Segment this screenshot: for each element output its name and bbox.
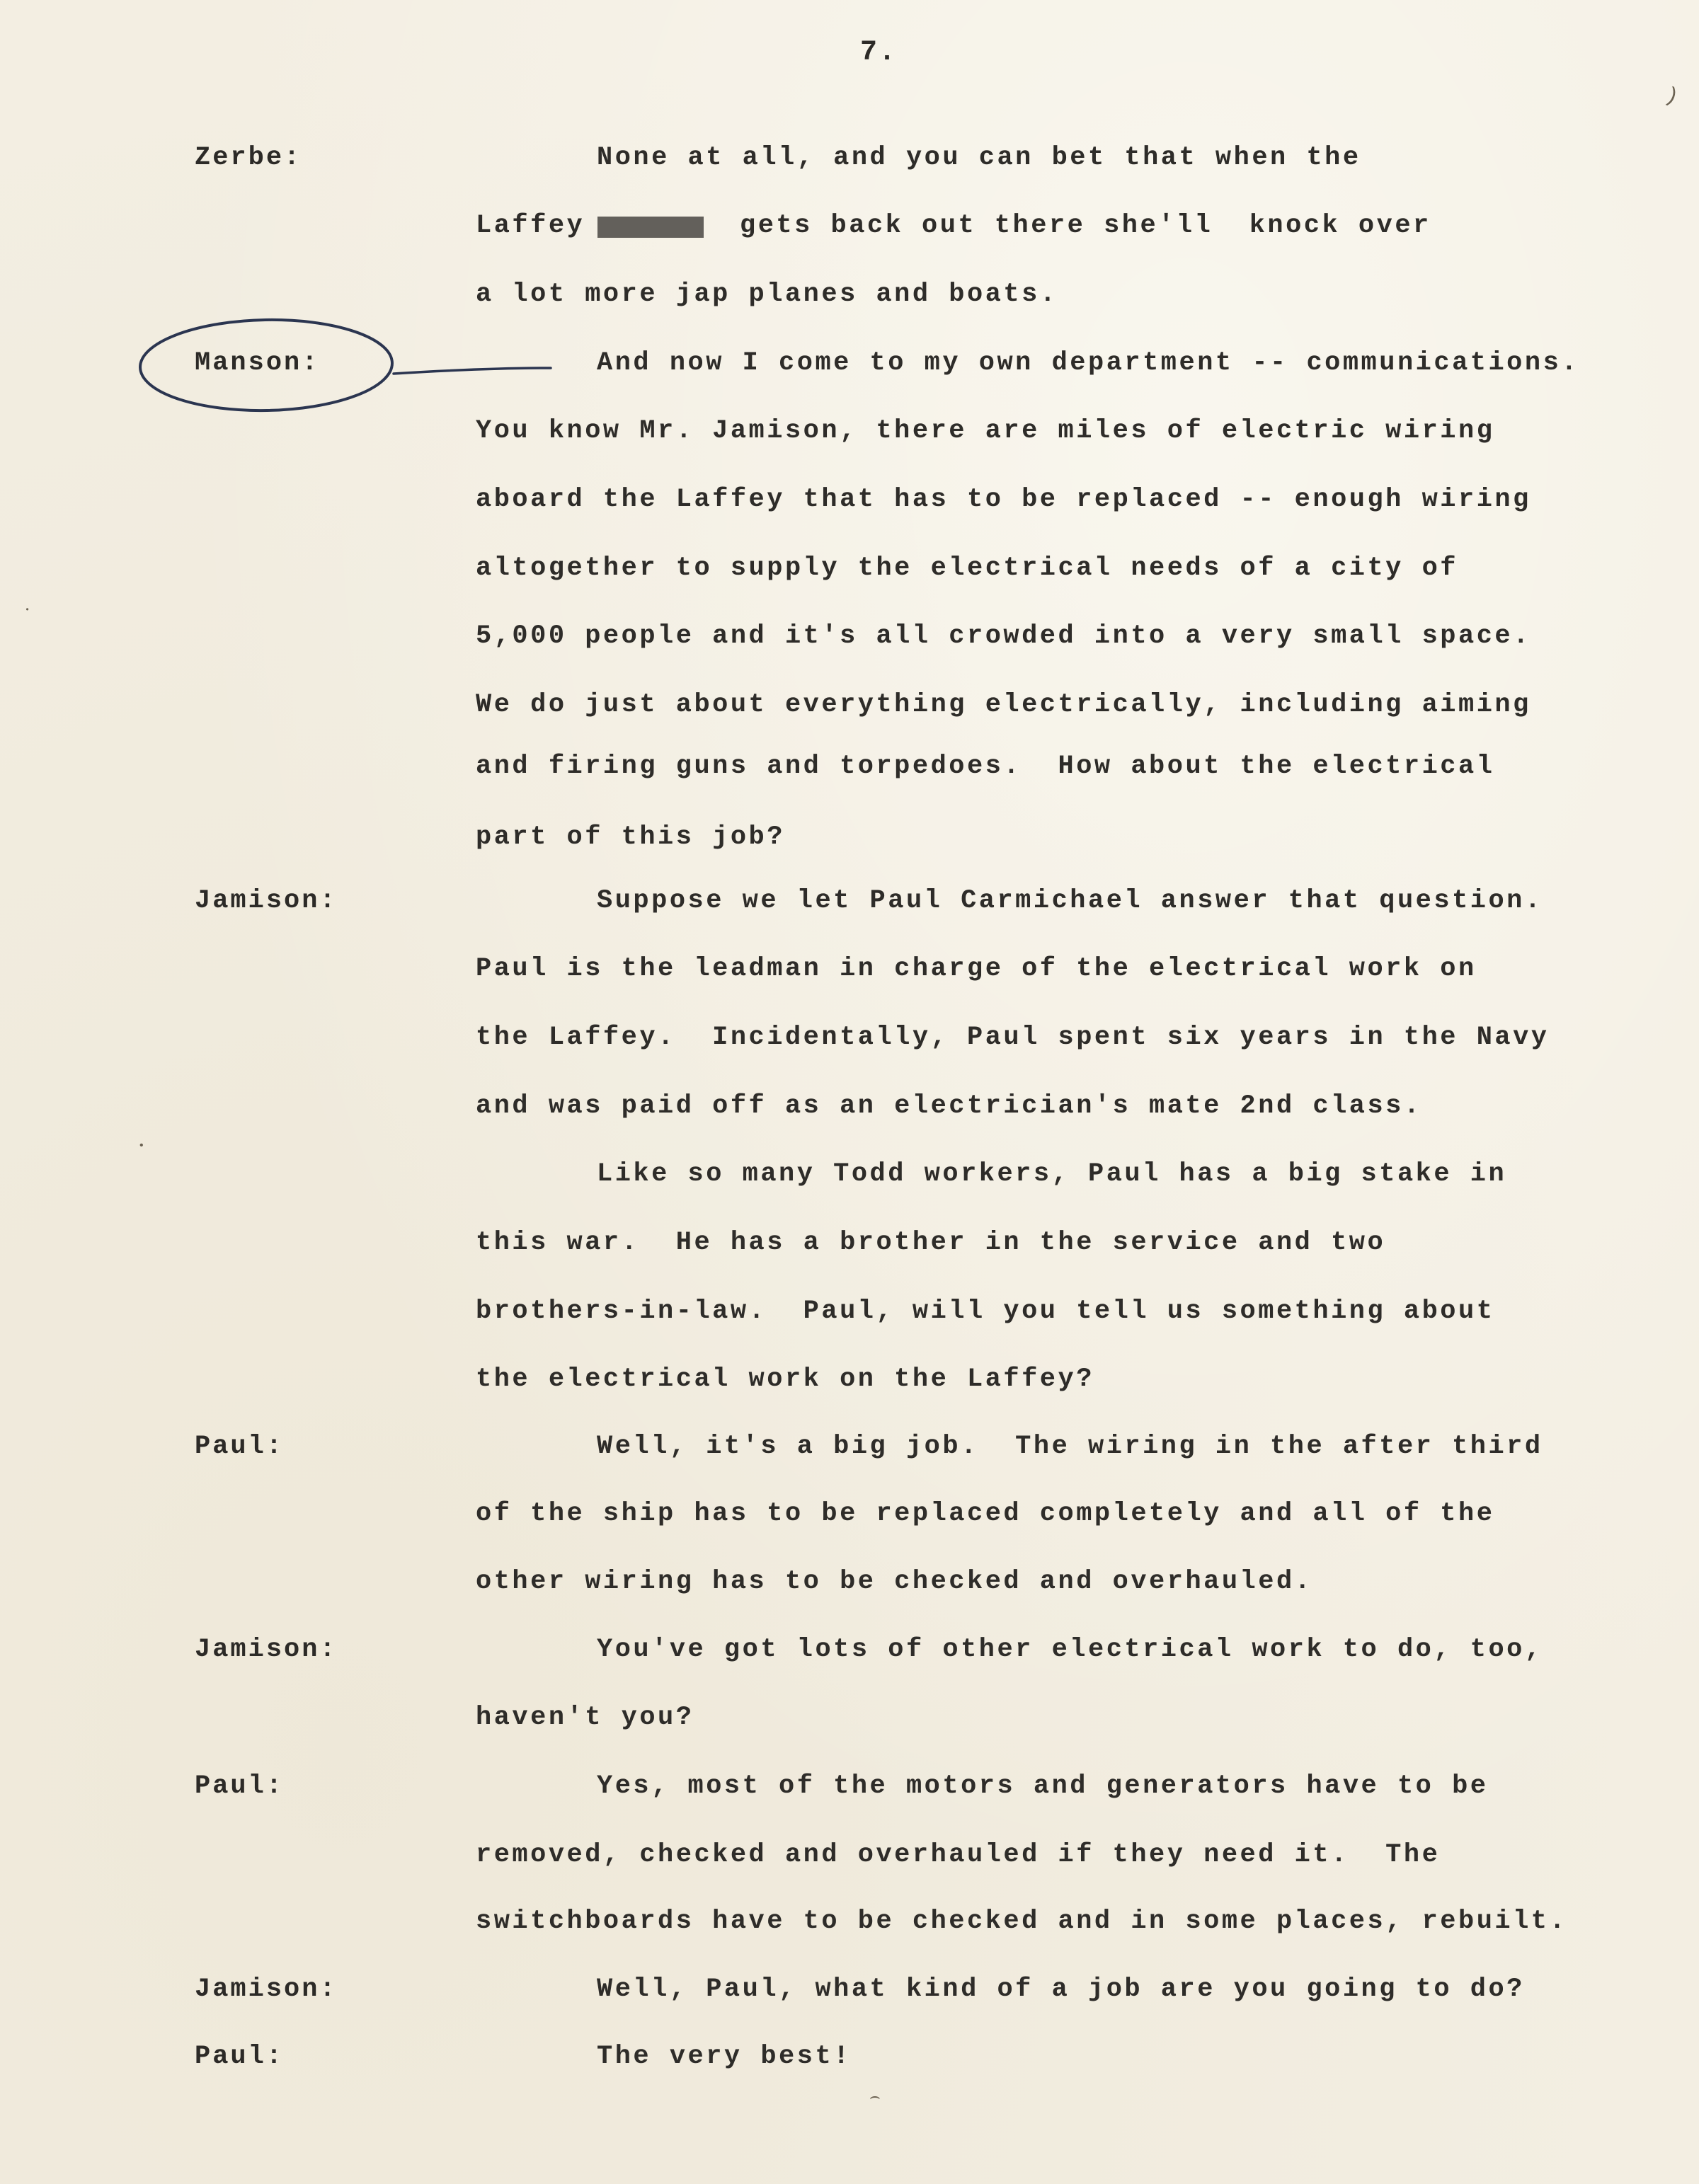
edge-mark: • [138,1139,145,1152]
text-line: Well, Paul, what kind of a job are you going to do? [597,1975,1525,2004]
speaker-label-jamison: Jamison: [195,1975,338,2004]
text-line: brothers-in-law. Paul, will you tell us something about [476,1297,1495,1326]
pen-pointer-line [394,368,551,374]
page-number: 7. [860,37,898,69]
text-line: the electrical work on the Laffey? [476,1364,1094,1394]
text-line: Paul is the leadman in charge of the electrical work on [476,954,1477,984]
speaker-label-zerbe: Zerbe: [195,143,302,173]
text-line: The very best! [597,2042,852,2071]
speaker-label-jamison: Jamison: [195,1635,338,1665]
text-line: aboard the Laffey that has to be replaced -- enough wiring [476,485,1531,515]
typed-strikeover [597,217,704,238]
text-line: altogether to supply the electrical needs of a city of [476,553,1458,583]
edge-mark: ⌢ [869,2088,881,2108]
text-line: part of this job? [476,822,785,852]
text-line: Yes, most of the motors and generators have to be [597,1771,1489,1801]
text-line: haven't you? [476,1703,694,1732]
edge-mark: • [25,605,30,615]
text-line: gets back out there she'll knock over [740,211,1431,241]
speaker-label-paul: Paul: [195,2042,285,2071]
edge-mark: ) [1661,83,1682,111]
text-line: Suppose we let Paul Carmichael answer that question. [597,886,1543,916]
text-line: 5,000 people and it's all crowded into a very small space. [476,621,1531,651]
text-line: switchboards have to be checked and in some places, rebuilt. [476,1907,1568,1936]
text-line: and was paid off as an electrician's mate 2nd class. [476,1091,1422,1121]
text-line: Like so many Todd workers, Paul has a big stake in [597,1159,1507,1189]
text-line: and firing guns and torpedoes. How about the electrical [476,752,1495,781]
text-line: Well, it's a big job. The wiring in the after third [597,1432,1543,1461]
speaker-label-paul: Paul: [195,1432,285,1461]
speaker-label-jamison: Jamison: [195,886,338,916]
text-line: removed, checked and overhauled if they need it. The [476,1840,1441,1870]
speaker-label-manson: Manson: [195,348,320,378]
text-line: Laffey [476,211,585,241]
text-line: a lot more jap planes and boats. [476,280,1058,309]
text-line: other wiring has to be checked and overhauled. [476,1567,1313,1597]
text-line: You've got lots of other electrical work to do, too, [597,1635,1543,1665]
text-line: We do just about everything electrically, including aiming [476,690,1531,720]
text-line: None at all, and you can bet that when the [597,143,1361,173]
text-line: this war. He has a brother in the service and two [476,1228,1386,1258]
speaker-label-paul: Paul: [195,1771,285,1801]
text-line: And now I come to my own department -- communications. [597,348,1579,378]
text-line: of the ship has to be replaced completely and all of the [476,1499,1495,1529]
text-line: You know Mr. Jamison, there are miles of electric wiring [476,416,1495,446]
text-line: the Laffey. Incidentally, Paul spent six years in the Navy [476,1023,1550,1052]
